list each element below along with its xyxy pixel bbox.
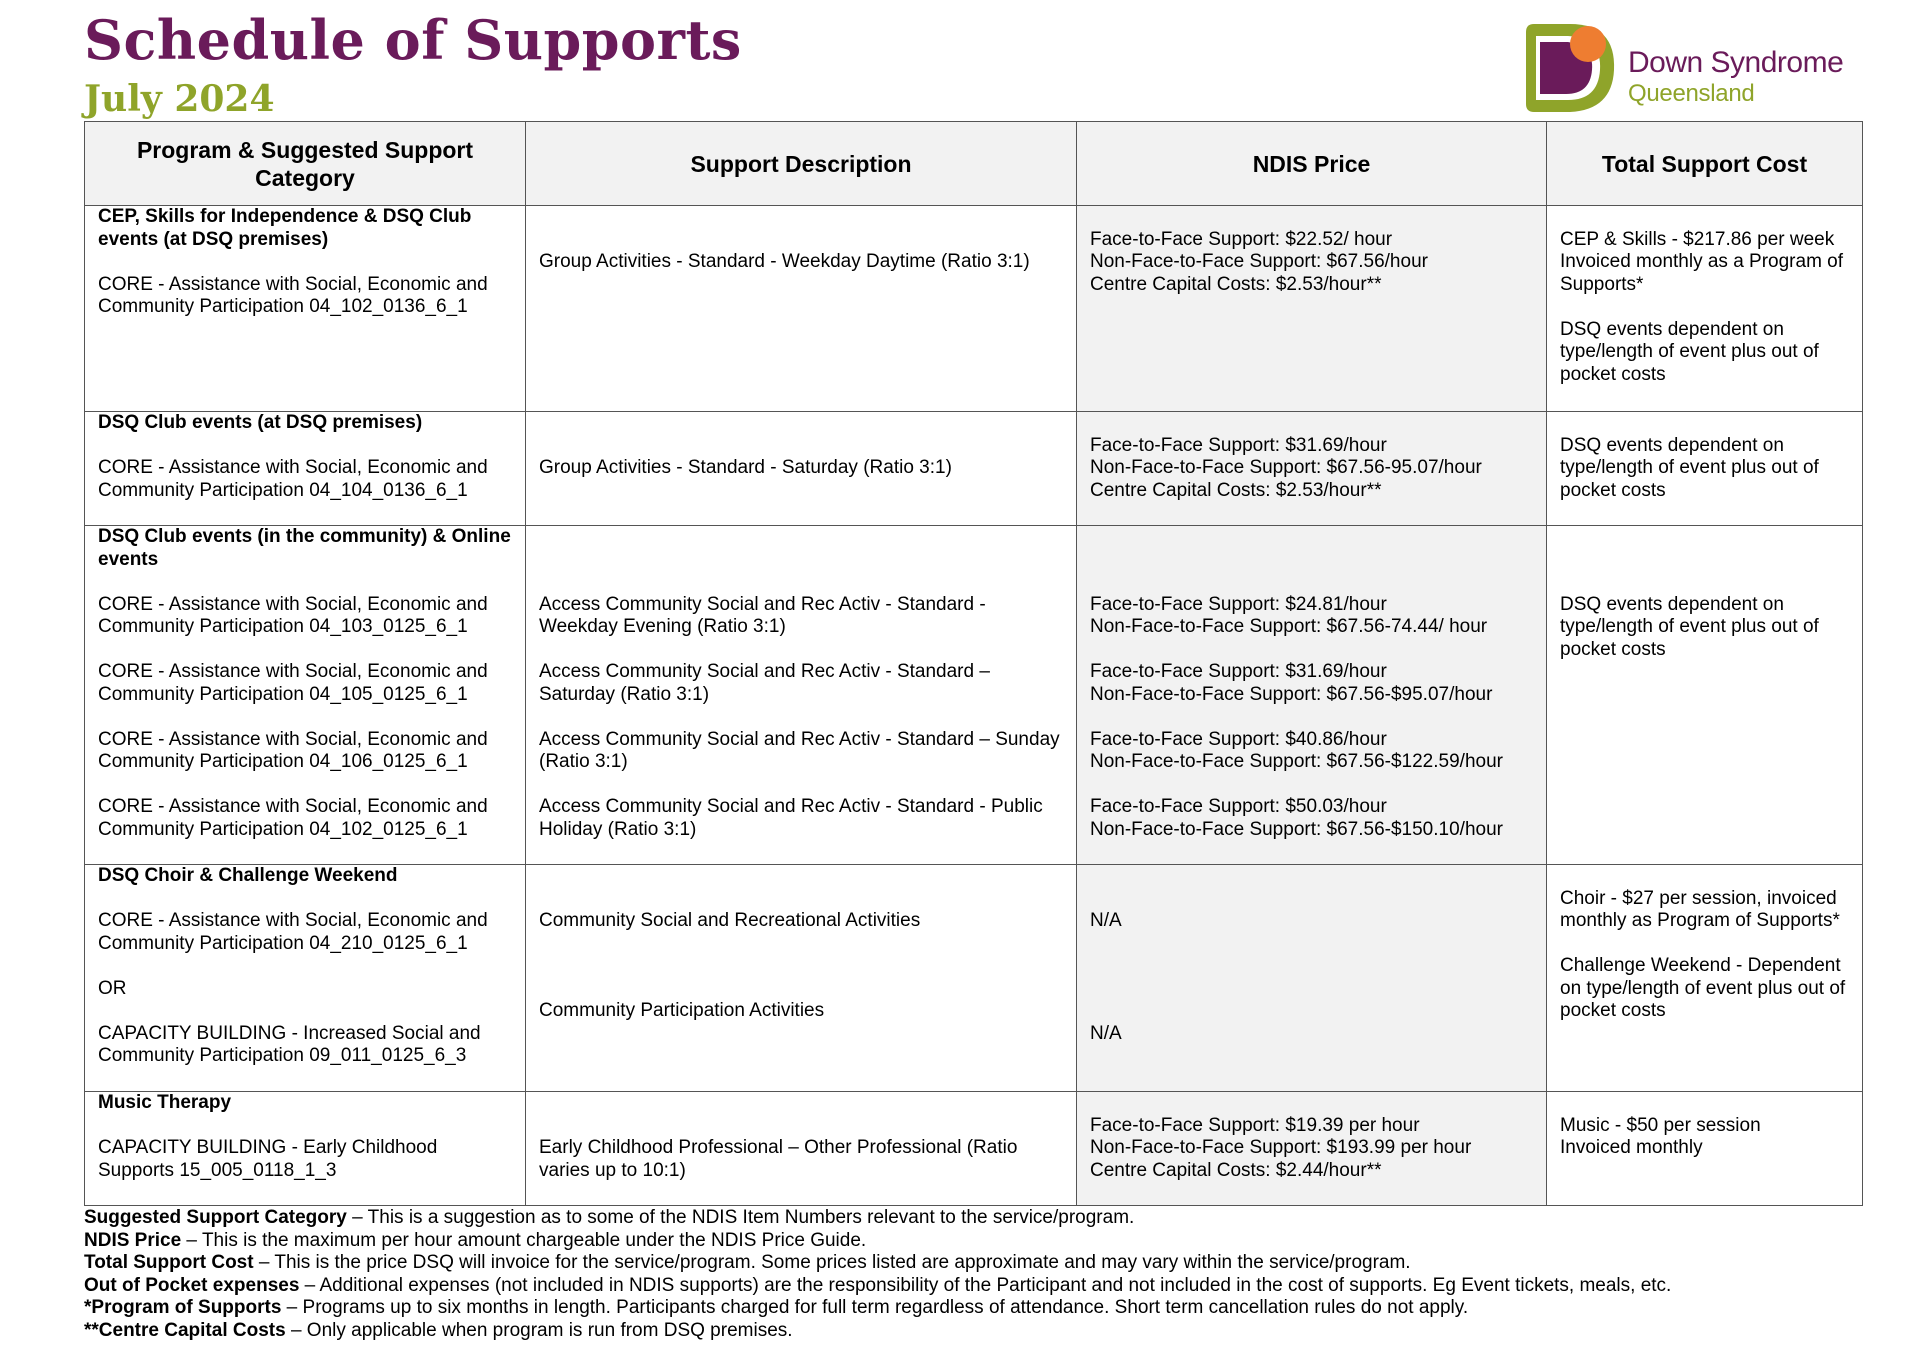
support-category: CAPACITY BUILDING - Increased Social and Community Participation 09_011_0125_6_3	[98, 1022, 481, 1066]
price-line: Face-to-Face Support: $50.03/hour	[1090, 796, 1387, 817]
support-description: Group Activities - Standard - Saturday (Ratio 3:1)	[539, 457, 952, 478]
footnote-text: – Additional expenses (not included in NDIS supports) are the responsibility of the Participant and not included in the cost of supports. Eg Event tickets, meals, etc.	[299, 1274, 1672, 1296]
cost-text: DSQ events dependent on type/length of event plus out of pocket costs	[1560, 318, 1819, 385]
price-line: Non-Face-to-Face Support: $193.99 per hour	[1090, 1137, 1472, 1158]
footnote-text: – Programs up to six months in length. Participants charged for full term regardless of attendance. Short term cancellation rules do not apply.	[281, 1297, 1469, 1318]
table-row	[85, 865, 1863, 1092]
footnote-text: – This is the maximum per hour amount chargeable under the NDIS Price Guide.	[181, 1229, 867, 1251]
table-row	[85, 526, 1863, 865]
price-cell	[1077, 1092, 1547, 1206]
logo-subname: Queensland	[1628, 80, 1755, 107]
description-cell	[526, 526, 1077, 865]
price-cell	[1077, 206, 1547, 412]
price-line: Non-Face-to-Face Support: $67.56-$95.07/hour	[1090, 683, 1493, 705]
col-header-program: Program & Suggested Support Category	[85, 122, 526, 206]
program-title: DSQ Club events (at DSQ premises)	[98, 412, 423, 433]
footnote-term: *Program of Supports	[84, 1297, 282, 1318]
schedule-table	[84, 121, 1863, 1206]
support-category: CAPACITY BUILDING - Early Childhood Supports 15_005_0118_1_3	[98, 1137, 438, 1181]
footnote-line	[84, 1297, 1671, 1320]
cost-text: DSQ events dependent on type/length of event plus out of pocket costs	[1560, 593, 1819, 660]
footnote-line	[84, 1320, 1671, 1343]
program-title: Music Therapy	[98, 1092, 232, 1113]
table-row	[85, 1092, 1863, 1206]
program-title: CEP, Skills for Independence & DSQ Club events (at DSQ premises)	[98, 206, 472, 250]
price-line: N/A	[1090, 1022, 1122, 1044]
description-cell	[526, 206, 1077, 412]
price-line: Face-to-Face Support: $40.86/hour	[1090, 728, 1387, 750]
footnote-line	[84, 1275, 1671, 1298]
footnote-term: NDIS Price	[84, 1229, 182, 1251]
program-cell	[85, 526, 526, 865]
support-description: Community Social and Recreational Activities	[539, 910, 921, 931]
price-line: Non-Face-to-Face Support: $67.56-74.44/ hour	[1090, 616, 1488, 637]
dsq-logo-mark-icon	[1520, 18, 1620, 118]
col-header-description: Support Description	[526, 122, 1077, 206]
support-category: CORE - Assistance with Social, Economic and Community Participation 04_106_0125_6_1	[98, 728, 488, 772]
col-header-price: NDIS Price	[1077, 122, 1547, 206]
support-description: Access Community Social and Rec Activ - Standard – Saturday (Ratio 3:1)	[539, 661, 990, 705]
page-title: Schedule of Supports	[84, 8, 742, 72]
support-category: CORE - Assistance with Social, Economic and Community Participation 04_210_0125_6_1	[98, 910, 488, 954]
price-line: Centre Capital Costs: $2.53/hour**	[1090, 273, 1382, 295]
support-category: CORE - Assistance with Social, Economic and Community Participation 04_102_0136_6_1	[98, 273, 488, 317]
footnote-line	[84, 1230, 1671, 1253]
footnotes	[84, 1207, 1671, 1342]
cost-cell	[1547, 526, 1863, 865]
page-subtitle: July 2024	[84, 78, 275, 120]
program-cell	[85, 412, 526, 526]
price-line: Face-to-Face Support: $24.81/hour	[1090, 593, 1387, 615]
description-cell	[526, 1092, 1077, 1206]
cost-text: Music - $50 per session	[1560, 1114, 1761, 1136]
support-category: CORE - Assistance with Social, Economic and Community Participation 04_105_0125_6_1	[98, 661, 488, 705]
price-line: Centre Capital Costs: $2.53/hour**	[1090, 479, 1382, 501]
cost-cell	[1547, 412, 1863, 526]
cost-cell	[1547, 206, 1863, 412]
program-cell	[85, 865, 526, 1092]
support-description: Community Participation Activities	[539, 1000, 825, 1021]
footnote-line	[84, 1252, 1671, 1275]
cost-cell	[1547, 1092, 1863, 1206]
description-cell	[526, 412, 1077, 526]
support-description: Access Community Social and Rec Activ - Standard - Public Holiday (Ratio 3:1)	[539, 796, 1043, 840]
cost-cell	[1547, 865, 1863, 1092]
price-line: Face-to-Face Support: $19.39 per hour	[1090, 1114, 1420, 1136]
dsq-logo	[1520, 18, 1860, 118]
price-line: Face-to-Face Support: $22.52/ hour	[1090, 228, 1393, 250]
price-line: Non-Face-to-Face Support: $67.56/hour	[1090, 251, 1428, 272]
table-header-row	[85, 122, 1863, 206]
price-line: Centre Capital Costs: $2.44/hour**	[1090, 1159, 1382, 1181]
program-title: DSQ Club events (in the community) & Online events	[98, 526, 511, 570]
table-row	[85, 412, 1863, 526]
footnote-line	[84, 1207, 1671, 1230]
price-line: Non-Face-to-Face Support: $67.56-95.07/hour	[1090, 457, 1482, 478]
cost-text: DSQ events dependent on type/length of event plus out of pocket costs	[1560, 434, 1819, 501]
footnote-term: Total Support Cost	[84, 1252, 254, 1273]
col-header-cost: Total Support Cost	[1547, 122, 1863, 206]
support-description: Group Activities - Standard - Weekday Daytime (Ratio 3:1)	[539, 251, 1030, 272]
price-line: Non-Face-to-Face Support: $67.56-$150.10/hour	[1090, 818, 1503, 840]
logo-name: Down Syndrome	[1628, 46, 1844, 79]
price-line: Face-to-Face Support: $31.69/hour	[1090, 661, 1387, 682]
support-category-or: OR	[98, 977, 127, 999]
cost-text: Choir - $27 per session, invoiced monthly as Program of Supports*	[1560, 887, 1840, 931]
support-category: CORE - Assistance with Social, Economic and Community Participation 04_103_0125_6_1	[98, 593, 488, 637]
price-line: N/A	[1090, 910, 1122, 931]
cost-text: Invoiced monthly	[1560, 1137, 1703, 1158]
price-cell	[1077, 865, 1547, 1092]
table-row	[85, 206, 1863, 412]
price-cell	[1077, 412, 1547, 526]
description-cell	[526, 865, 1077, 1092]
footnote-term: **Centre Capital Costs	[84, 1319, 286, 1341]
footnote-text: – This is the price DSQ will invoice for the service/program. Some prices listed are approximate and may vary within the service/program.	[253, 1252, 1411, 1273]
program-cell	[85, 1092, 526, 1206]
price-line: Face-to-Face Support: $31.69/hour	[1090, 434, 1387, 456]
cost-text: Challenge Weekend - Dependent on type/length of event plus out of pocket costs	[1560, 955, 1846, 1021]
program-cell	[85, 206, 526, 412]
support-description: Access Community Social and Rec Activ - Standard - Weekday Evening (Ratio 3:1)	[539, 593, 986, 637]
support-category: CORE - Assistance with Social, Economic and Community Participation 04_104_0136_6_1	[98, 457, 488, 501]
footnote-term: Suggested Support Category	[84, 1207, 347, 1228]
support-description: Access Community Social and Rec Activ - Standard – Sunday (Ratio 3:1)	[539, 728, 1060, 772]
support-description: Early Childhood Professional – Other Professional (Ratio varies up to 10:1)	[539, 1137, 1018, 1181]
footnote-term: Out of Pocket expenses	[84, 1274, 300, 1296]
support-category: CORE - Assistance with Social, Economic and Community Participation 04_102_0125_6_1	[98, 796, 488, 840]
footnote-text: – Only applicable when program is run from DSQ premises.	[285, 1319, 793, 1341]
program-title: DSQ Choir & Challenge Weekend	[98, 865, 398, 886]
price-line: Non-Face-to-Face Support: $67.56-$122.59/hour	[1090, 751, 1503, 772]
cost-text: CEP & Skills - $217.86 per week Invoiced monthly as a Program of Supports*	[1560, 228, 1844, 295]
footnote-text: – This is a suggestion as to some of the NDIS Item Numbers relevant to the service/program.	[346, 1207, 1135, 1228]
price-cell	[1077, 526, 1547, 865]
